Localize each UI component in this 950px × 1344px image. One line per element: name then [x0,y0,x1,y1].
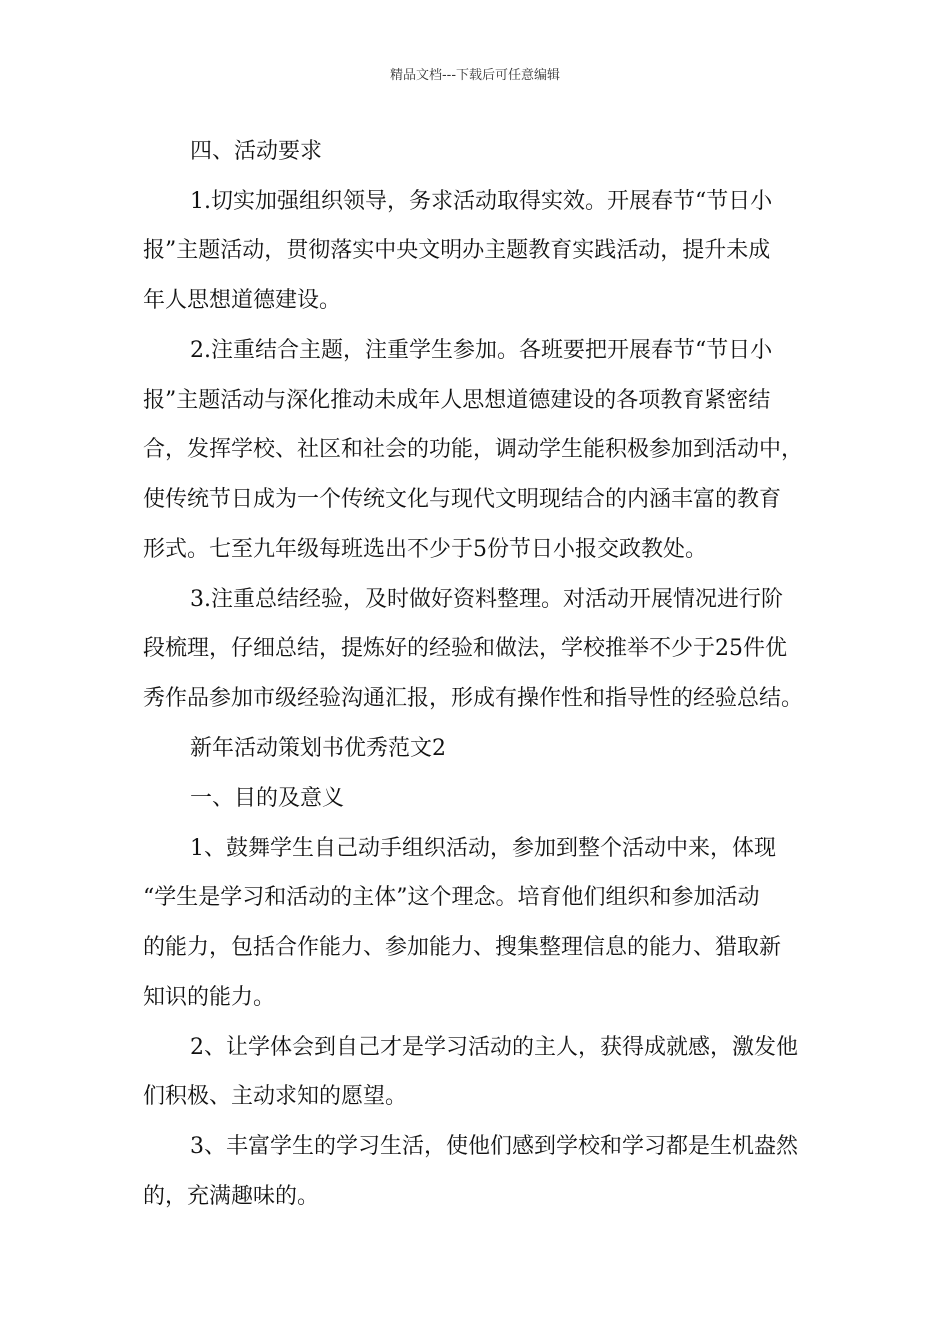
paragraph-line: 的，充满趣味的。 [143,1184,320,1209]
paragraph-line: 段梳理，仔细总结，提炼好的经验和做法，学校推举不少于25件优 [143,636,787,661]
paragraph-line: 报”主题活动与深化推动未成年人思想道德建设的各项教育紧密结 [143,388,771,413]
paragraph-line: 合，发挥学校、社区和社会的功能，调动学生能积极参加到活动中， [143,437,804,462]
section-heading-requirements: 四、活动要求 [190,139,323,164]
paragraph-line: 1、鼓舞学生自己动手组织活动，参加到整个活动中来，体现 [190,836,776,861]
paragraph-line: 使传统节日成为一个传统文化与现代文明现结合的内涵丰富的教育 [143,487,782,512]
paragraph-line: 2.注重结合主题，注重学生参加。各班要把开展春节“节日小 [190,338,773,363]
paragraph-line: 知识的能力。 [143,985,276,1010]
paragraph-line: 3、丰富学生的学习生活，使他们感到学校和学习都是生机盎然 [190,1134,798,1159]
document-title-2: 新年活动策划书优秀范文2 [190,736,446,761]
paragraph-line: 1.切实加强组织领导，务求活动取得实效。开展春节“节日小 [190,189,773,214]
paragraph-line: 形式。七至九年级每班选出不少于5份节日小报交政教处。 [143,537,707,562]
section-heading-purpose: 一、目的及意义 [190,786,345,811]
page-header: 精品文档---下载后可任意编辑 [389,68,561,83]
paragraph-line: 3.注重总结经验，及时做好资料整理。对活动开展情况进行阶 [190,587,783,612]
paragraph-line: 的能力，包括合作能力、参加能力、搜集整理信息的能力、猎取新 [143,935,782,960]
paragraph-line: 年人思想道德建设。 [143,288,342,313]
paragraph-line: “学生是学习和活动的主体”这个理念。培育他们组织和参加活动 [143,885,760,910]
paragraph-line: 秀作品参加市级经验沟通汇报，形成有操作性和指导性的经验总结。 [143,686,804,711]
paragraph-line: 报”主题活动，贯彻落实中央文明办主题教育实践活动，提升未成 [143,238,771,263]
paragraph-line: 2、让学体会到自己才是学习活动的主人，获得成就感，激发他 [190,1035,798,1060]
paragraph-line: 们积极、主动求知的愿望。 [143,1084,408,1109]
